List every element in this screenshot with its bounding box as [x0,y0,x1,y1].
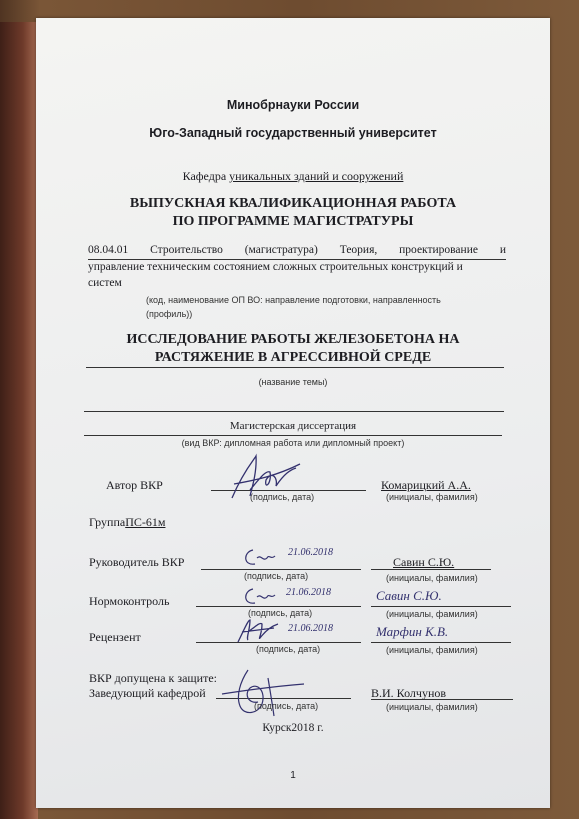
work-type-value: Магистерская диссертация [229,420,357,432]
supervisor-signature [241,544,281,570]
reviewer-name-caption: (инициалы, фамилия) [386,645,478,655]
blank-line [84,411,504,412]
thesis-topic-line2: РАСТЯЖЕНИЕ В АГРЕССИВНОЙ СРЕДЕ [154,350,432,365]
author-sig-caption: (подпись, дата) [250,492,315,502]
ministry-name: Минобрнауки России [226,98,360,112]
head-name-line [371,699,513,700]
norm-control-name: Савин С.Ю. [376,588,442,603]
reviewer-name: Марфин К.В. [376,624,449,639]
title-page [36,18,550,808]
author-name-caption: (инициалы, фамилия) [386,492,478,502]
norm-control-signature [241,583,281,609]
reviewer-name-line [371,642,511,643]
program-underline1 [88,259,506,260]
work-type-caption: (вид ВКР: дипломная работа или дипломный проект) [181,438,405,448]
city-year: Курск2018 г. [262,722,324,734]
topic-underline [86,367,504,368]
binder-cover [0,22,38,819]
program-line1: 08.04.01 Строительство (магистратура) Теория, проектирование и [88,244,506,256]
author-name: Комарицкий А.А. [381,478,471,492]
norm-control-name-caption: (инициалы, фамилия) [386,609,478,619]
department-name: уникальных зданий и сооружений [229,169,404,183]
work-title-line1: ВЫПУСКНАЯ КВАЛИФИКАЦИОННАЯ РАБОТА [129,196,457,211]
norm-control-name-line [371,606,511,607]
department-line [36,169,550,184]
topic-caption: (название темы) [258,377,328,387]
reviewer-label: Рецензент [89,630,141,644]
program-line2: управление техническим состоянием сложных строительных конструкций и [88,261,463,273]
admission-line: ВКР допущена к защите: [89,671,217,685]
supervisor-date: 21.06.2018 [288,547,333,558]
norm-control-label: Нормоконтроль [89,594,170,608]
program-caption-line1: (код, наименование ОП ВО: направление подготовки, направленность [146,295,441,305]
group-label: Группа [89,515,126,529]
supervisor-label: Руководитель ВКР [89,555,185,569]
supervisor-signature-line [201,569,361,570]
thesis-topic-line1: ИССЛЕДОВАНИЕ РАБОТЫ ЖЕЛЕЗОБЕТОНА НА [126,332,460,347]
reviewer-date: 21.06.2018 [288,623,333,634]
supervisor-name-line [371,569,491,570]
head-sig-caption: (подпись, дата) [254,701,319,711]
work-type-underline [84,435,502,436]
head-signature [218,664,308,722]
reviewer-signature [234,616,284,646]
head-name-caption: (инициалы, фамилия) [386,702,478,712]
head-name: В.И. Колчунов [371,686,447,700]
program-line3: систем [88,277,122,289]
reviewer-sig-caption: (подпись, дата) [256,644,321,654]
author-label: Автор ВКР [106,478,163,492]
group-line [89,515,165,530]
page-number: 1 [290,770,296,781]
group-value: ПС-61м [125,515,166,529]
program-caption-line2: (профиль)) [146,309,193,319]
supervisor-name-caption: (инициалы, фамилия) [386,573,478,583]
norm-control-date: 21.06.2018 [286,587,331,598]
supervisor-name: Савин С.Ю. [393,555,455,569]
norm-control-sig-caption: (подпись, дата) [248,608,313,618]
department-prefix: Кафедра [182,169,230,183]
head-of-department-label: Заведующий кафедрой [89,686,206,700]
work-title-line2: ПО ПРОГРАММЕ МАГИСТРАТУРЫ [172,214,414,229]
university-name: Юго-Западный государственный университет [149,126,437,140]
supervisor-sig-caption: (подпись, дата) [244,571,309,581]
